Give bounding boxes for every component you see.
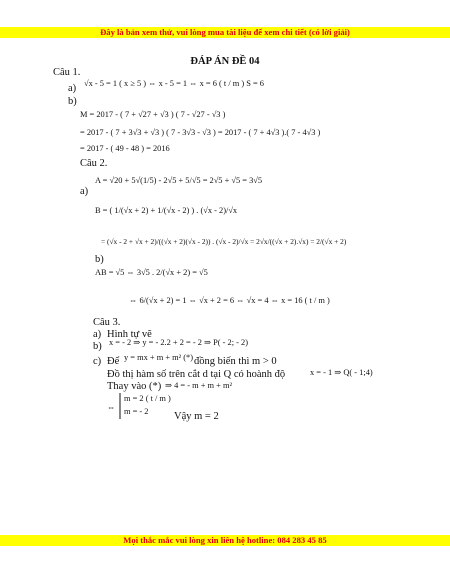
preview-notice-banner: [0, 27, 450, 38]
q3-part-b-label: b): [93, 341, 102, 352]
q2-b-equation-line-4: ⇔ 6/(√x + 2) = 1 ⇔ √x + 2 = 6 ⇔ √x = 4 ⇔ x = 16 ( t / m ): [129, 296, 330, 305]
q3-c-condition: đồng biến thì m > 0: [194, 356, 277, 367]
q3-conclusion: Vậy m = 2: [174, 411, 219, 422]
q3-part-a-label: a): [93, 329, 102, 340]
hotline-footer-banner: [0, 535, 450, 546]
q1-b-equation-line-1: M = 2017 - ( 7 + √27 + √3 ) ( 7 - √27 - √3 ): [80, 110, 226, 119]
question-3-label: Câu 3.: [93, 317, 121, 328]
q1-part-a-equation: √x - 5 = 1 ( x ≥ 5 ) ⇔ x - 5 = 1 ⇔ x = 6 ( t / m ) S = 6: [84, 79, 264, 88]
question-2-label: Câu 2.: [80, 158, 108, 169]
q1-part-a-label: a): [68, 83, 77, 94]
q1-b-equation-line-3: = 2017 - ( 49 - 48 ) = 2016: [80, 144, 170, 153]
q3-c-case-2: m = - 2: [124, 407, 149, 416]
q3-c-line-2-math: x = - 1 ⇒ Q( - 1;4): [310, 368, 373, 377]
q2-a-equation: A = √20 + 5√(1/5) - 2√5 + 5/√5 = 2√5 + √5 = 3√5: [95, 176, 263, 185]
preview-notice-text: Đây là bản xem thử, vui lòng mua tài liệu để xem chi tiết (có lời giải): [100, 27, 350, 37]
q3-part-a-text: Hình tự vẽ: [107, 329, 152, 340]
q3-c-line-3-text: Thay vào (*): [107, 381, 162, 392]
q2-b-equation-line-1: B = ( 1/(√x + 2) + 1/(√x - 2) ) . (√x - 2)/√x: [95, 206, 238, 215]
q2-b-equation-line-3: AB = √5 ⇔ 3√5 . 2/(√x + 2) = √5: [95, 268, 208, 277]
q3-c-line-3-math: ⇒ 4 = - m + m + m²: [165, 381, 232, 390]
hotline-footer-text: Mọi thắc mắc vui lòng xin liên hệ hotline: 084 283 45 85: [123, 535, 327, 545]
page-title: ĐÁP ÁN ĐỀ 04: [190, 56, 260, 67]
q2-b-equation-line-2: = (√x - 2 + √x + 2)/((√x + 2)(√x - 2)) . (√x - 2)/√x = 2√x/((√x + 2).√x) = 2/(√x + 2): [101, 237, 347, 246]
q3-c-de-text: Để: [107, 356, 120, 367]
q2-part-a-label: a): [80, 186, 89, 197]
q3-c-case-1: m = 2 ( t / m ): [124, 394, 171, 403]
q3-part-c-label: c): [93, 356, 102, 367]
question-1-label: Câu 1.: [53, 67, 81, 78]
q2-part-b-label: b): [95, 254, 104, 265]
iff-symbol: ⇔: [107, 403, 116, 412]
q3-c-function: y = mx + m + m² (*): [124, 353, 194, 362]
q3-b-equation: x = - 2 ⇒ y = - 2.2 + 2 = - 2 ⇒ P( - 2; - 2): [109, 338, 248, 347]
q3-c-line-2-text: Đồ thị hàm số trên cắt d tại Q có hoành độ: [107, 369, 286, 380]
q1-b-equation-line-2: = 2017 - ( 7 + 3√3 + √3 ) ( 7 - 3√3 - √3 ) = 2017 - ( 7 + 4√3 ).( 7 - 4√3 ): [80, 128, 321, 137]
q1-part-b-label: b): [68, 96, 77, 107]
